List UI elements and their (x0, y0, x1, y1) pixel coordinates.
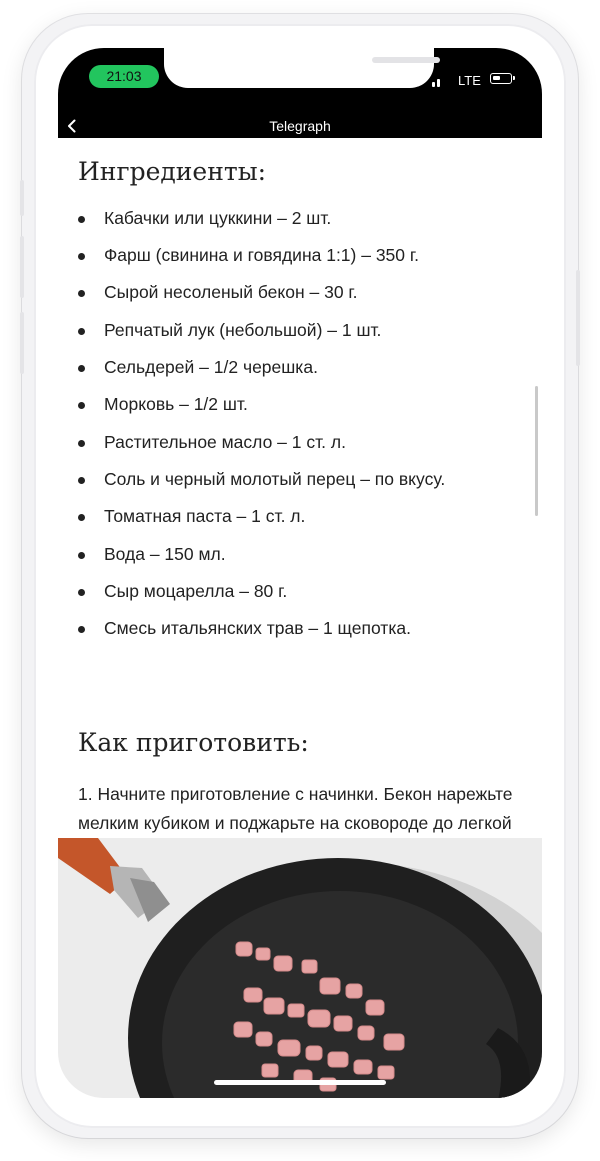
notch (164, 48, 434, 88)
navigation-bar (58, 114, 542, 138)
bullet (78, 552, 85, 559)
battery-icon (490, 73, 512, 84)
bullet (78, 365, 85, 372)
status-time: 21:03 (89, 65, 159, 88)
home-indicator[interactable] (214, 1080, 386, 1085)
bullet (78, 514, 85, 521)
bullet (78, 626, 85, 633)
speaker-grille (372, 57, 440, 63)
bullet (78, 477, 85, 484)
status-bar (58, 48, 542, 114)
nav-title: Telegraph (269, 118, 331, 134)
bullet (78, 440, 85, 447)
signal-icon (432, 76, 446, 87)
bullet (78, 216, 85, 223)
volume-down-button (20, 312, 24, 374)
power-button (576, 270, 580, 366)
network-type: LTE (458, 73, 481, 88)
bullet (78, 290, 85, 297)
bullet (78, 402, 85, 409)
steps-heading: Как приготовить: (78, 728, 309, 757)
bullet (78, 328, 85, 335)
step-text: 1. Начните приготовление с начинки. Бекон нарежьте мелким кубиком и поджарьте на сковороде до легкой (78, 784, 513, 833)
ingredients-heading: Ингредиенты: (78, 157, 267, 186)
scrollbar[interactable] (535, 386, 538, 516)
phone-screen (58, 48, 542, 1098)
step-photo (58, 838, 542, 1098)
mute-switch (20, 180, 24, 216)
bullet (78, 589, 85, 596)
volume-up-button (20, 236, 24, 298)
bullet (78, 253, 85, 260)
article-content: Ингредиенты: Кабачки или цуккини – 2 шт. Фарш (свинина и говядина 1:1) – 350 г. Сырой несоленый бекон – 30 г. Репчатый лук (небольшой) – 1 шт. Сельдерей – 1/2 черешка. Морковь – 1/2 шт. Растительное масло – 1 ст. л. Соль и черный молотый перец – по вкусу. Томатная паста – 1 ст. л. Вода – 150 мл. Сыр моцарелла – 80 г. Смесь итальянских трав – 1 щепотка. Как приготовить: 1. Начните приготовление с начинки. Бекон нарежьте мелким кубиком и поджарьте на сковороде до легкой (58, 138, 542, 1098)
